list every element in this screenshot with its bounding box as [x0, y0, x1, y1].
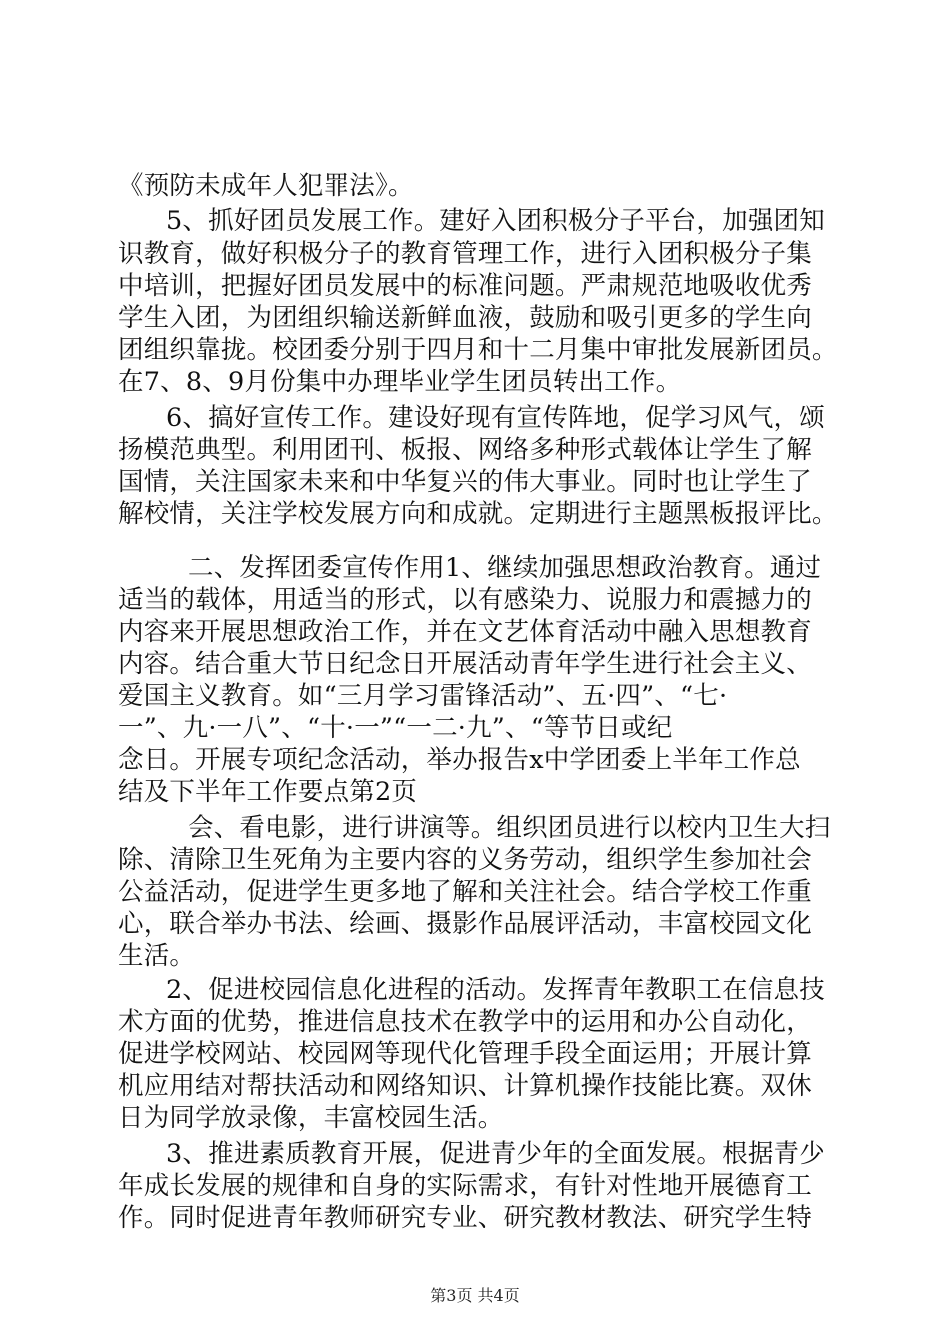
text-line: 扬模范典型。利用团刊、板报、网络多种形式载体让学生了解 [118, 435, 812, 465]
text-line: 公益活动，促进学生更多地了解和关注社会。结合学校工作重 [118, 877, 812, 907]
text-line: 国情，关注国家未来和中华复兴的伟大事业。同时也让学生了 [118, 467, 812, 497]
text-line: 5、抓好团员发展工作。建好入团积极分子平台，加强团知 [166, 206, 825, 236]
text-line: 解校情，关注学校发展方向和成就。定期进行主题黑板报评比。 [118, 499, 838, 529]
text-line: 学生入团，为团组织输送新鲜血液，鼓励和吸引更多的学生向 [118, 303, 812, 333]
text-line: 中培训，把握好团员发展中的标准问题。严肃规范地吸收优秀 [118, 271, 812, 301]
page-footer: 第3页 共4页 [430, 1286, 520, 1305]
text-line: 结及下半年工作要点第2页 [118, 777, 418, 807]
text-line: 适当的载体，用适当的形式，以有感染力、说服力和震撼力的 [118, 585, 812, 615]
text-line: 二、发挥团委宣传作用1、继续加强思想政治教育。通过 [188, 553, 822, 583]
text-line: 会、看电影，进行讲演等。组织团员进行以校内卫生大扫 [188, 813, 831, 843]
text-line: 术方面的优势，推进信息技术在教学中的运用和办公自动化， [118, 1007, 812, 1037]
text-line: 在7、8、9月份集中办理毕业学生团员转出工作。 [118, 367, 682, 397]
text-line: 日为同学放录像，丰富校园生活。 [118, 1103, 504, 1133]
text-line: 6、搞好宣传工作。建设好现有宣传阵地，促学习风气，颂 [166, 403, 825, 433]
text-line: 内容。结合重大节日纪念日开展活动青年学生进行社会主义、 [118, 649, 812, 679]
text-line: 促进学校网站、校园网等现代化管理手段全面运用；开展计算 [118, 1039, 812, 1069]
text-line: 作。同时促进青年教师研究专业、研究教材教法、研究学生特 [118, 1203, 812, 1233]
text-line: 爱国主义教育。如“三月学习雷锋活动”、五·四”、“七· [118, 681, 728, 711]
text-line: 内容来开展思想政治工作，并在文艺体育活动中融入思想教育 [118, 617, 812, 647]
text-line: 《预防未成年人犯罪法》。 [118, 171, 414, 201]
text-line: 3、推进素质教育开展，促进青少年的全面发展。根据青少 [166, 1139, 825, 1169]
text-line: 一”、九·一八”、“十·一”“一二·九”、“等节日或纪 [118, 713, 673, 743]
text-line: 年成长发展的规律和自身的实际需求，有针对性地开展德育工 [118, 1171, 812, 1201]
text-line: 机应用结对帮扶活动和网络知识、计算机操作技能比赛。双休 [118, 1071, 812, 1101]
text-line: 生活。 [118, 941, 196, 971]
text-line: 团组织靠拢。校团委分别于四月和十二月集中审批发展新团员。 [118, 335, 838, 365]
text-line: 念日。开展专项纪念活动，举办报告x中学团委上半年工作总 [118, 745, 801, 775]
text-line: 识教育，做好积极分子的教育管理工作，进行入团积极分子集 [118, 239, 812, 269]
text-line: 心，联合举办书法、绘画、摄影作品展评活动，丰富校园文化 [118, 909, 812, 939]
text-line: 除、清除卫生死角为主要内容的义务劳动，组织学生参加社会 [118, 845, 812, 875]
text-line: 2、促进校园信息化进程的活动。发挥青年教职工在信息技 [166, 975, 825, 1005]
